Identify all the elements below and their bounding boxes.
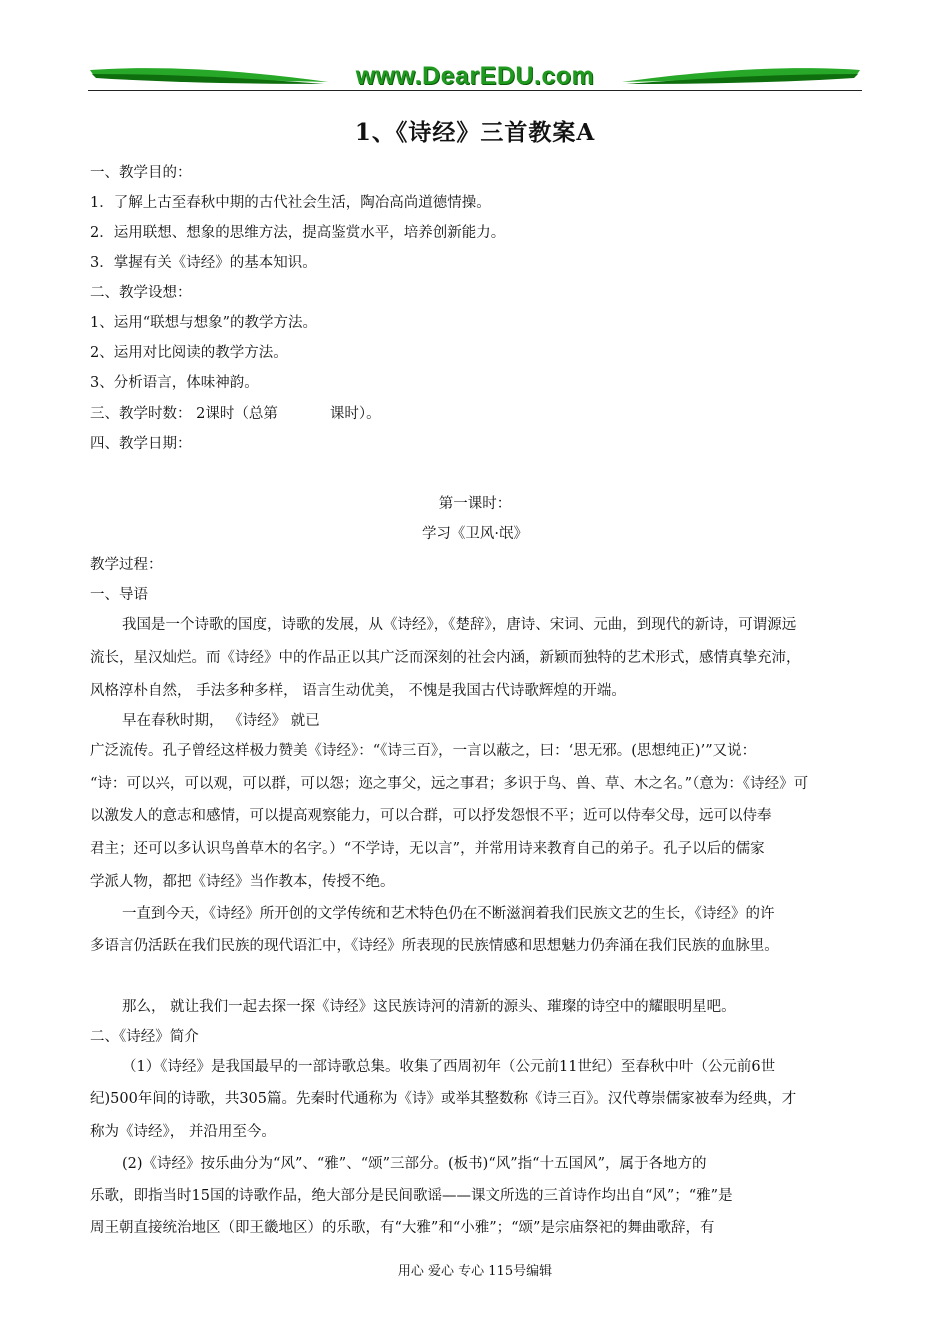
page-footer: 用心 爱心 专心 115号编辑 xyxy=(397,1264,553,1279)
hours-prefix: 三、教学时数： 2课时（总第 xyxy=(90,406,278,422)
site-logo-text: www.DearEDU.com xyxy=(355,62,595,90)
intro-line-11: 多语言仍活跃在我们民族的现代语汇中，《诗经》所表现的民族情感和思想魅力仍奔涌在我们民族的血脉里。 xyxy=(90,938,779,954)
intro-line-9: 学派人物，都把《诗经》当作教本，传授不绝。 xyxy=(90,874,395,890)
design-2: 2、运用对比阅读的教学方法。 xyxy=(90,345,288,361)
design-3: 3、分析语言，体味神韵。 xyxy=(90,375,259,391)
jianjie-heading: 二、《诗经》简介 xyxy=(90,1029,199,1045)
intro-line-5: 广泛流传。孔子曾经这样极力赞美《诗经》：“《诗三百》，一言以蔽之，曰：‘思无邪。(思想纯正)’”又说： xyxy=(90,743,757,759)
hours-suffix: 课时）。 xyxy=(329,406,381,422)
lesson1-heading: 第一课时： xyxy=(438,496,512,512)
intro-line-2: 流长，星汉灿烂。而《诗经》中的作品正以其广泛而深刻的社会内涵，新颖而独特的艺术形式，感情真挚充沛， xyxy=(90,650,801,666)
process-heading: 教学过程： xyxy=(90,557,163,573)
jianjie-line-5: 乐歌，即指当时15国的诗歌作品，绝大部分是民间歌谣——课文所选的三首诗作均出自“风”；“雅”是 xyxy=(90,1188,733,1204)
intro-line-3: 风格淳朴自然， 手法多种多样， 语言生动优美， 不愧是我国古代诗歌辉煌的开端。 xyxy=(90,683,626,699)
intro-line-10: 一直到今天，《诗经》所开创的文学传统和艺术特色仍在不断滋润着我们民族文艺的生长，《诗经》的许 xyxy=(122,906,775,922)
design-1: 1、运用“联想与想象”的教学方法。 xyxy=(90,315,318,331)
section2-heading: 二、教学设想： xyxy=(90,285,192,301)
jianjie-line-4: (2)《诗经》按乐曲分为“风”、“雅”、“颂”三部分。(板书)“风”指“十五国风”，属于各地方的 xyxy=(122,1156,707,1172)
intro-line-12: 那么， 就让我们一起去探一探《诗经》这民族诗河的清新的源头、璀璨的诗空中的耀眼明星吧。 xyxy=(122,999,736,1015)
header-rule xyxy=(88,90,862,91)
jianjie-line-6: 周王朝直接统治地区（即王畿地区）的乐歌，有“大雅”和“小雅”；“颂”是宗庙祭祀的舞曲歌辞，有 xyxy=(90,1220,715,1236)
section1-heading: 一、教学目的： xyxy=(90,165,192,181)
section4-heading: 四、教学日期： xyxy=(90,436,192,452)
jianjie-line-1: （1）《诗经》是我国最早的一部诗歌总集。收集了西周初年（公元前11世纪）至春秋中叶（公元前6世 xyxy=(122,1059,776,1075)
document-title: 1、《诗经》三首教案A xyxy=(354,119,596,146)
intro-line-4: 早在春秋时期， 《诗经》 就已 xyxy=(122,713,320,729)
objective-1: 1．了解上古至春秋中期的古代社会生活，陶冶高尚道德情操。 xyxy=(90,195,491,211)
intro-heading: 一、导语 xyxy=(90,587,148,603)
intro-line-8: 君主；还可以多认识鸟兽草木的名字。）“不学诗，无以言”，并常用诗来教育自己的弟子。孔子以后的儒家 xyxy=(90,841,765,857)
jianjie-line-3: 称为《诗经》， 并沿用至今。 xyxy=(90,1124,276,1140)
lesson1-subtitle: 学习《卫风·氓》 xyxy=(421,526,529,542)
jianjie-line-2: 纪)500年间的诗歌，共305篇。先秦时代通称为《诗》或举其整数称《诗三百》。汉代尊崇儒家被奉为经典，才 xyxy=(90,1091,797,1107)
site-header xyxy=(88,60,862,94)
objective-2: 2．运用联想、想象的思维方法，提高鉴赏水平，培养创新能力。 xyxy=(90,225,506,241)
section3-hours xyxy=(90,404,381,424)
intro-line-6: “诗：可以兴，可以观，可以群，可以怨；迩之事父，远之事君；多识于鸟、兽、草、木之名。”（意为：《诗经》可 xyxy=(90,776,809,792)
objective-3: 3．掌握有关《诗经》的基本知识。 xyxy=(90,255,317,271)
intro-line-1: 我国是一个诗歌的国度，诗歌的发展，从《诗经》，《楚辞》，唐诗、宋词、元曲，到现代的新诗，可谓源远 xyxy=(122,617,797,633)
intro-line-7: 以激发人的意志和感情，可以提高观察能力，可以合群，可以抒发怨恨不平；近可以侍奉父母，远可以侍奉 xyxy=(90,808,772,824)
